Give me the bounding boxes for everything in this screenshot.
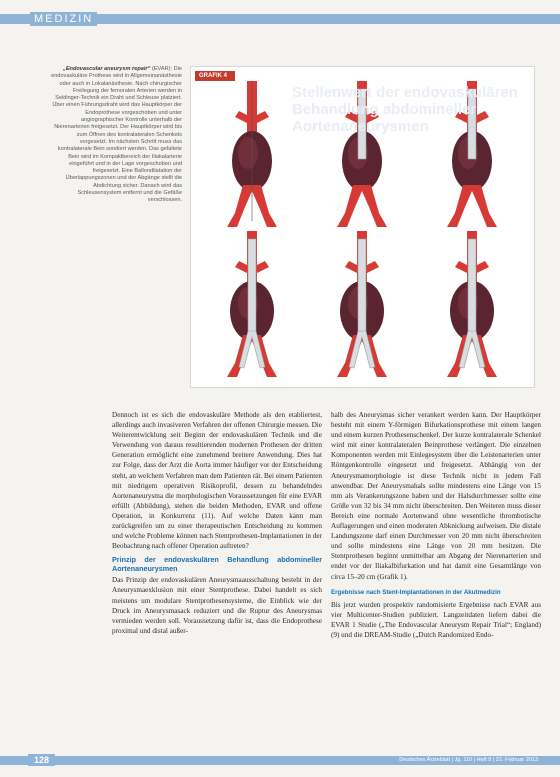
journal-citation: Deutsches Ärzteblatt | Jg. 110 | Heft 8 | 22. Februar 2013 — [399, 757, 538, 763]
aorta-illustration-2 — [317, 81, 407, 229]
right-paragraph-1: halb des Aneurysmas sicher verankert werden kann. Der Hauptkörper besteht mit einem Y-förmigen Bifurkationsprothese mit einem langen und einem kurzen Prothesenschenkel. Der kurze kontralaterale Schenkel wird mit einer kontralateralen Beinprothese verlängert. Die einzelnen Komponenten werden mit Einlegesystem über die Leistenarterien unter Röntgenkontrolle eingesetzt und freigesetzt. Abhängig von der Aneurysmamorphologie ist diese Technik nicht in jedem Fall anwendbar. Der Aneurysmahals sollte mindestens eine Länge von 15 mm als Verankerungszone haben und der Halsdurchmesser sollte eine Größe von 32 bis 34 mm nicht überschreiten. Den Weiteren muss dieser Bereich eine normale Aortenwand ohne wesentliche thrombotische Auflagerungen und einen moderaten Abknickung aufweisen. Die distale Landungszone darf einen Durchmesser von 20 mm nicht überschreiten und sollte mindestens eine Länge von 20 mm besitzen. Die Stentprothesen beginnt unmittelbar am Abgang der Nierenarterien und endet vor der Iliakalbifurkation und hat damit eine Gesamtlänge von circa 15–20 cm (Grafik 1). — [331, 411, 541, 581]
aorta-illustration-5 — [317, 231, 407, 379]
watermark-text: Stellenwert der endovaskulären Behandlung abdomineller Aortenaneurysmen — [292, 84, 518, 135]
left-subhead: Prinzip der endovaskulären Behandlung abdomineller Aortenaneurysmen — [112, 555, 322, 574]
figure-grafik-4 — [190, 66, 535, 388]
aorta-illustration-6 — [427, 231, 517, 379]
aorta-illustration-3 — [427, 81, 517, 229]
page-number: 128 — [28, 754, 55, 766]
figure-caption — [50, 66, 182, 205]
section-label: MEDIZIN — [30, 12, 97, 26]
caption-lead: „Endovascular aneurysm repair“ — [63, 66, 151, 72]
aorta-illustration-1 — [207, 81, 297, 229]
left-paragraph-1: Dennoch ist es sich die endovaskuläre Methode als den etabliertest, allerdings auch invasiveren Verfahren der offenen Chirurgie messen. Die Weiterentwicklung seit Beginn der endovaskulären Technik und die Verwendung von daraus resultierenden modernen Prothesen der dritten Generation ermöglicht eine zunehmend breitere Anwendung. Dies hat zur Folge, dass der Arzt die Aorta immer häufiger vor der Entscheidung steht, an welchem Verfahren man dem Patienten rät. Bei einem Patienten mit niedrigem operativen Risikoprofil, dessen zu behandelndes Aortenaneurysma die morphologischen Voraussetzungen für eine EVAR erfüllt (Abbildung), stehen die beiden Methoden, EVAR und offene Operation, in Konkurrenz (11). Auf welche Daten kann man zurückgreifen um zu einer therapeutischen Entscheidung zu kommen und welche Probleme können nach Stentprothesen-Implantationen in der Beobachtung nach offener Operation auftreten? — [112, 411, 322, 551]
aorta-illustration-4 — [207, 231, 297, 379]
caption-text: (EVAR): Die endovaskuläre Prothese wird in Allgemeinanästhesie oder auch in Lokalanästhesie. Nach chirurgischer Freilegung der femoralen Arterien werden in Seldinger-Technik ein Draht und Schleuse platziert. Über einen Führungsdraht wird das Hauptkörper der Endoprothese vorgeschoben und unter angiographischer Kontrolle unterhalb der Nierenarterien freigesetzt. Der Hauptkörper wird bis zum Öffnen des kontralateralen Schenkels vorgesetzt. Im nächsten Schritt muss das kontralaterale Bein sondiert werden. Das gefaltete Bein wird im Kompaktbereich der Iliakalarterie eingeführt und in der Lage vorgeschoben und freigesetzt. Eine Ballondilatation der Überlappungszonen und der Abgänge stellt die Abdichtung sicher. Danach wird das Schleusensystem entfernt und die Gefäße verschlossen. — [51, 66, 182, 204]
figure-tag: GRAFIK 4 — [195, 71, 235, 81]
right-column — [331, 410, 541, 640]
right-paragraph-2: Bis jetzt wurden prospektiv randomisierte Ergebnisse nach EVAR aus vier Multicenter-Studien publiziert. Langzeitdaten liefern dabei die EVAR 1 Studie („The Endovascular Aneurysm Repair Trial“; England) (9) und die DREAM-Studie („Dutch Randomized Endo- — [331, 600, 541, 639]
left-column — [112, 410, 322, 636]
left-paragraph-2: Das Prinzip der endovaskulären Aneurysmaausschaltung besteht in der Aneurysmaexklusion mit einer Stentprothese. Dabei handelt es sich meistens um modulare Stentprothesensysteme, die Einblick wie der Druck im Aneurysmasack reduziert und die Ruptur des Aneurysmas vermieden werden soll. Voraussetzung dafür ist, dass die Endoprothese proximal und distal außer- — [112, 576, 322, 635]
right-subhead: Ergebnisse nach Stent-Implantationen in der Akutmedizin — [331, 588, 501, 596]
